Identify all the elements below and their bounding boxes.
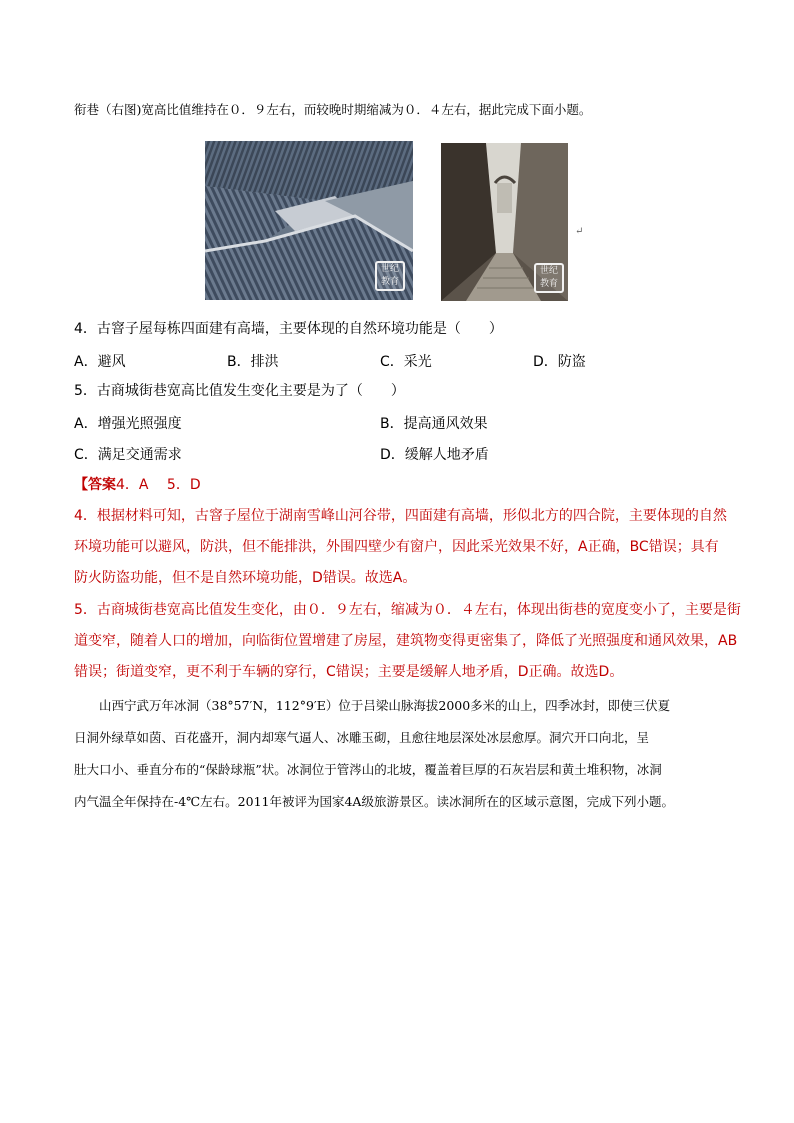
question-4-stem: 4．古窨子屋每栋四面建有高墙，主要体现的自然环境功能是（ ）: [74, 321, 503, 337]
question-4-option-b: B．排洪: [227, 354, 279, 370]
watermark-seal-right: 世纪 教育: [534, 263, 564, 293]
question-4-option-c: C．采光: [380, 354, 432, 370]
passage-line-2: 日洞外绿草如茵、百花盛开，洞内却寒气逼人、冰雕玉砌，且愈往地层深处冰层愈厚。洞穴开口向北，呈: [74, 730, 650, 745]
explanation-4-line-3: 防火防盗功能，但不是自然环境功能，D错误。故选A。: [74, 570, 417, 586]
answer-line: [74, 476, 201, 494]
explanation-5-line-1: 5．古商城街巷宽高比值发生变化，由０．９左右，缩减为０．４左右，体现出街巷的宽度变小了，主要是街: [74, 602, 741, 618]
explanation-5-line-2: 道变窄，随着人口的增加，向临街位置增建了房屋，建筑物变得更密集了，降低了光照强度和通风效果，AB: [74, 633, 738, 649]
explanation-4-line-2: 环境功能可以避风，防洪，但不能排洪，外围四壁少有窗户，因此采光效果不好，A正确，BC错误；具有: [74, 539, 719, 555]
question-5-option-a: A．增强光照强度: [74, 416, 182, 432]
question-4-option-d: D．防盗: [533, 354, 586, 370]
intro-line: 衔巷（右图)宽高比值维持在０．９左右，而较晚时期缩减为０．４左右，据此完成下面小题。: [74, 102, 592, 117]
question-5-option-c: C．满足交通需求: [74, 447, 182, 463]
question-5-option-d: D．缓解人地矛盾: [380, 447, 489, 463]
watermark-seal-left: 世纪 教育: [375, 261, 405, 291]
explanation-4-line-1: 4．根据材料可知，古窨子屋位于湖南雪峰山河谷带，四面建有高墙，形似北方的四合院，主要体现的自然: [74, 508, 727, 524]
answer-text: 4．A 5．D: [116, 477, 201, 493]
passage-line-1: 山西宁武万年冰洞（38°57′N，112°9′E）位于吕梁山脉海拔2000多米的山上，四季冰封，即使三伏夏: [74, 698, 671, 713]
question-4-option-a: A．避风: [74, 354, 126, 370]
explanation-5-line-3: 错误；街道变窄，更不利于车辆的穿行，C错误；主要是缓解人地矛盾，D正确。故选D。: [74, 664, 624, 680]
question-5-stem: 5．古商城街巷宽高比值发生变化主要是为了（ ）: [74, 383, 405, 399]
answer-label: 答案: [88, 477, 116, 493]
alley-photo: [441, 143, 568, 301]
passage-line-3: 肚大口小、垂直分布的“保龄球瓶”状。冰洞位于管涔山的北坡，覆盖着巨厚的石灰岩层和黄土堆积物，冰洞: [74, 762, 662, 777]
rooftops-photo: [205, 141, 413, 300]
question-5-option-b: B．提高通风效果: [380, 416, 488, 432]
return-mark: ↵: [575, 226, 584, 237]
passage-line-4: 内气温全年保持在-4℃左右。2011年被评为国家4A级旅游景区。读冰洞所在的区域示意图，完成下列小题。: [74, 794, 674, 809]
answer-bracket: 【: [74, 477, 88, 493]
